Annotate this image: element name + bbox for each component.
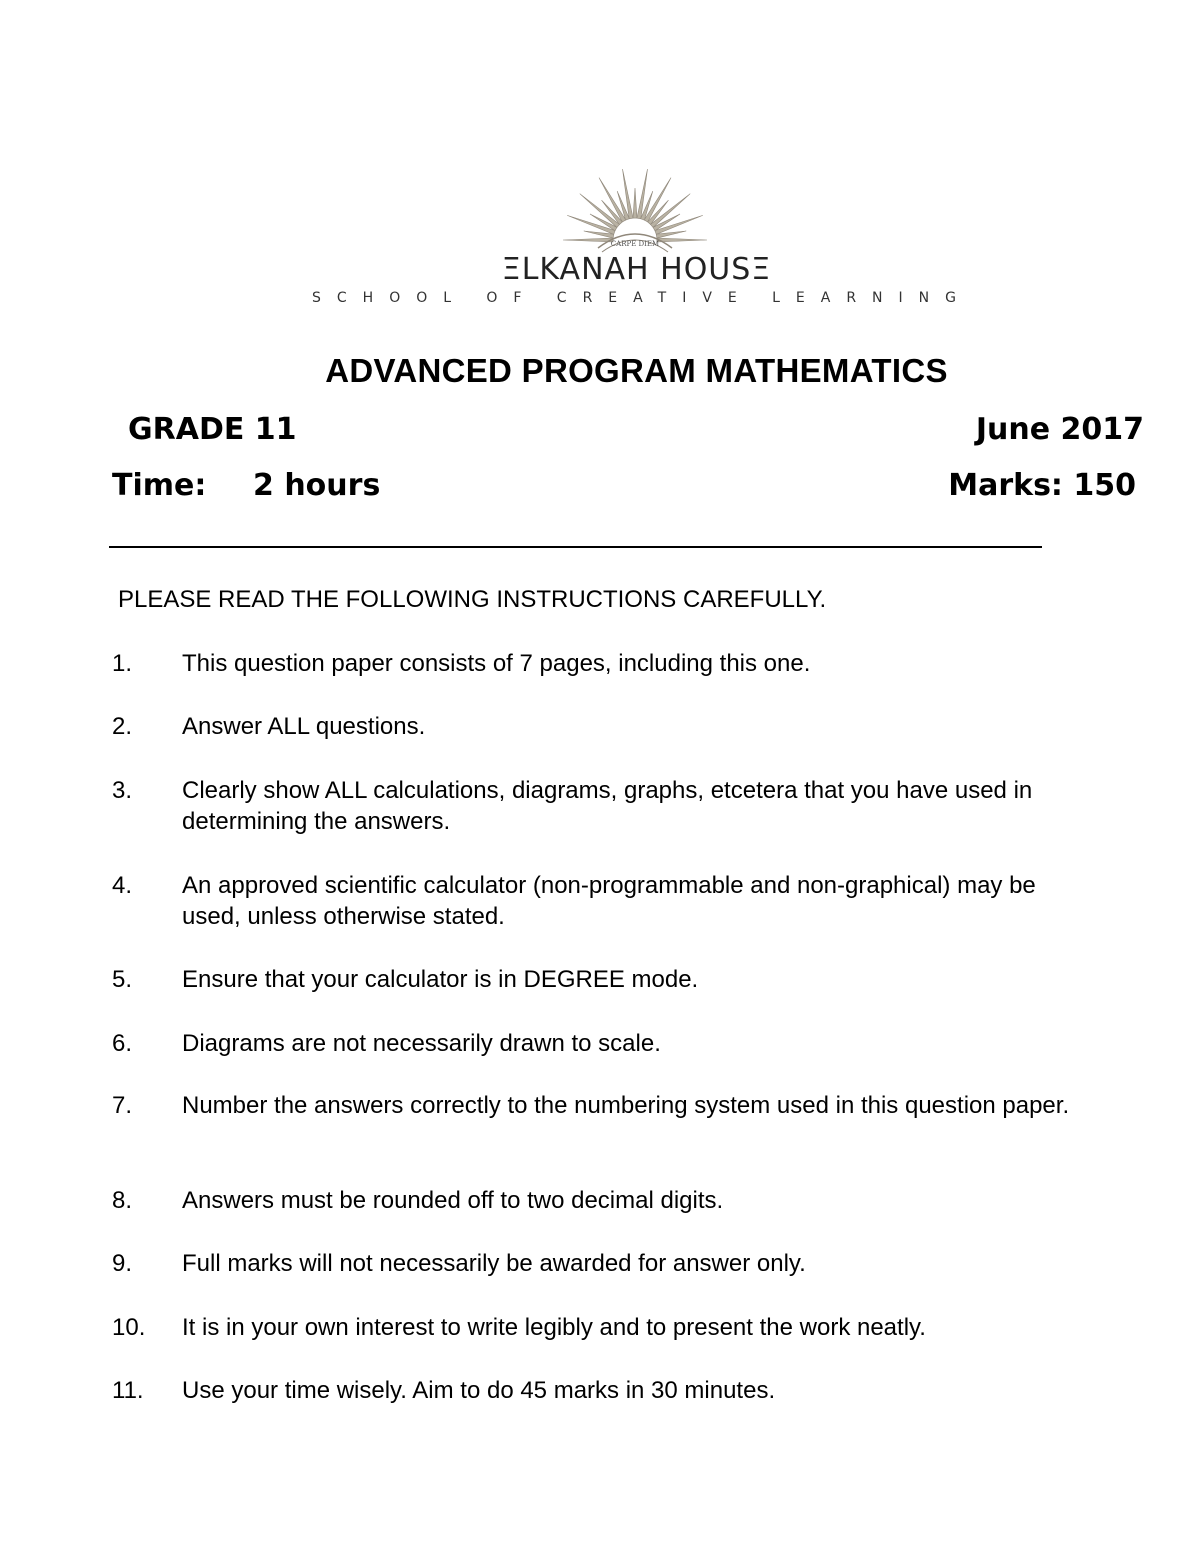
instruction-number: 10. (112, 1314, 146, 1341)
instruction-number: 6. (112, 1030, 133, 1057)
time-value: 2 hours (253, 468, 381, 503)
instruction-number: 7. (112, 1092, 133, 1119)
instruction-text: Full marks will not necessarily be awarded for answer only. (182, 1250, 806, 1277)
instruction-number: 4. (112, 872, 133, 899)
sun-ray (657, 238, 707, 242)
marks-total: Marks: 150 (948, 468, 1136, 503)
sunburst-logo-icon (560, 160, 710, 260)
instruction-text: It is in your own interest to write legibly and to present the work neatly. (182, 1314, 926, 1341)
instruction-text: An approved scientific calculator (non-programmable and non-graphical) may be used, unless otherwise stated. (182, 872, 1036, 930)
time-label: Time: (112, 468, 207, 503)
instruction-number: 1. (112, 650, 133, 677)
instruction-number: 5. (112, 966, 133, 993)
instruction-text: Diagrams are not necessarily drawn to scale. (182, 1030, 661, 1057)
exam-date: June 2017 (975, 412, 1144, 447)
instruction-number: 11. (112, 1377, 144, 1404)
instruction-text: Number the answers correctly to the numbering system used in this question paper. (182, 1092, 1070, 1119)
grade-label: GRADE 11 (128, 412, 297, 447)
sun-ray (633, 188, 637, 218)
sun-ray (563, 238, 613, 242)
instruction-text: Answers must be rounded off to two decimal digits. (182, 1187, 724, 1214)
instruction-text: Use your time wisely. Aim to do 45 marks in 30 minutes. (182, 1377, 776, 1404)
instruction-number: 2. (112, 713, 133, 740)
instruction-number: 8. (112, 1187, 133, 1214)
school-logo (0, 160, 1200, 310)
logo-motto: CARPE DIEM (610, 240, 660, 248)
instruction-text: Clearly show ALL calculations, diagrams, graphs, etcetera that you have used in determining the answers. (182, 777, 1033, 835)
divider-line (109, 546, 1042, 548)
instruction-number: 9. (112, 1250, 133, 1277)
instruction-number: 3. (112, 777, 133, 804)
school-tagline (312, 290, 972, 306)
tagline-word: LEARNING (772, 290, 972, 306)
instruction-text: Answer ALL questions. (182, 713, 426, 740)
instruction-text: This question paper consists of 7 pages, including this one. (182, 650, 811, 677)
instructions-heading: PLEASE READ THE FOLLOWING INSTRUCTIONS CAREFULLY. (118, 586, 827, 613)
exam-title: ADVANCED PROGRAM MATHEMATICS (325, 352, 948, 389)
instruction-text: Ensure that your calculator is in DEGREE mode. (182, 966, 699, 993)
tagline-word: CREATIVE (556, 290, 753, 306)
school-name: ΞLKANAH HOUSΞ (501, 252, 772, 287)
tagline-word: OF (486, 290, 538, 306)
tagline-word: SCHOOL (312, 290, 468, 306)
